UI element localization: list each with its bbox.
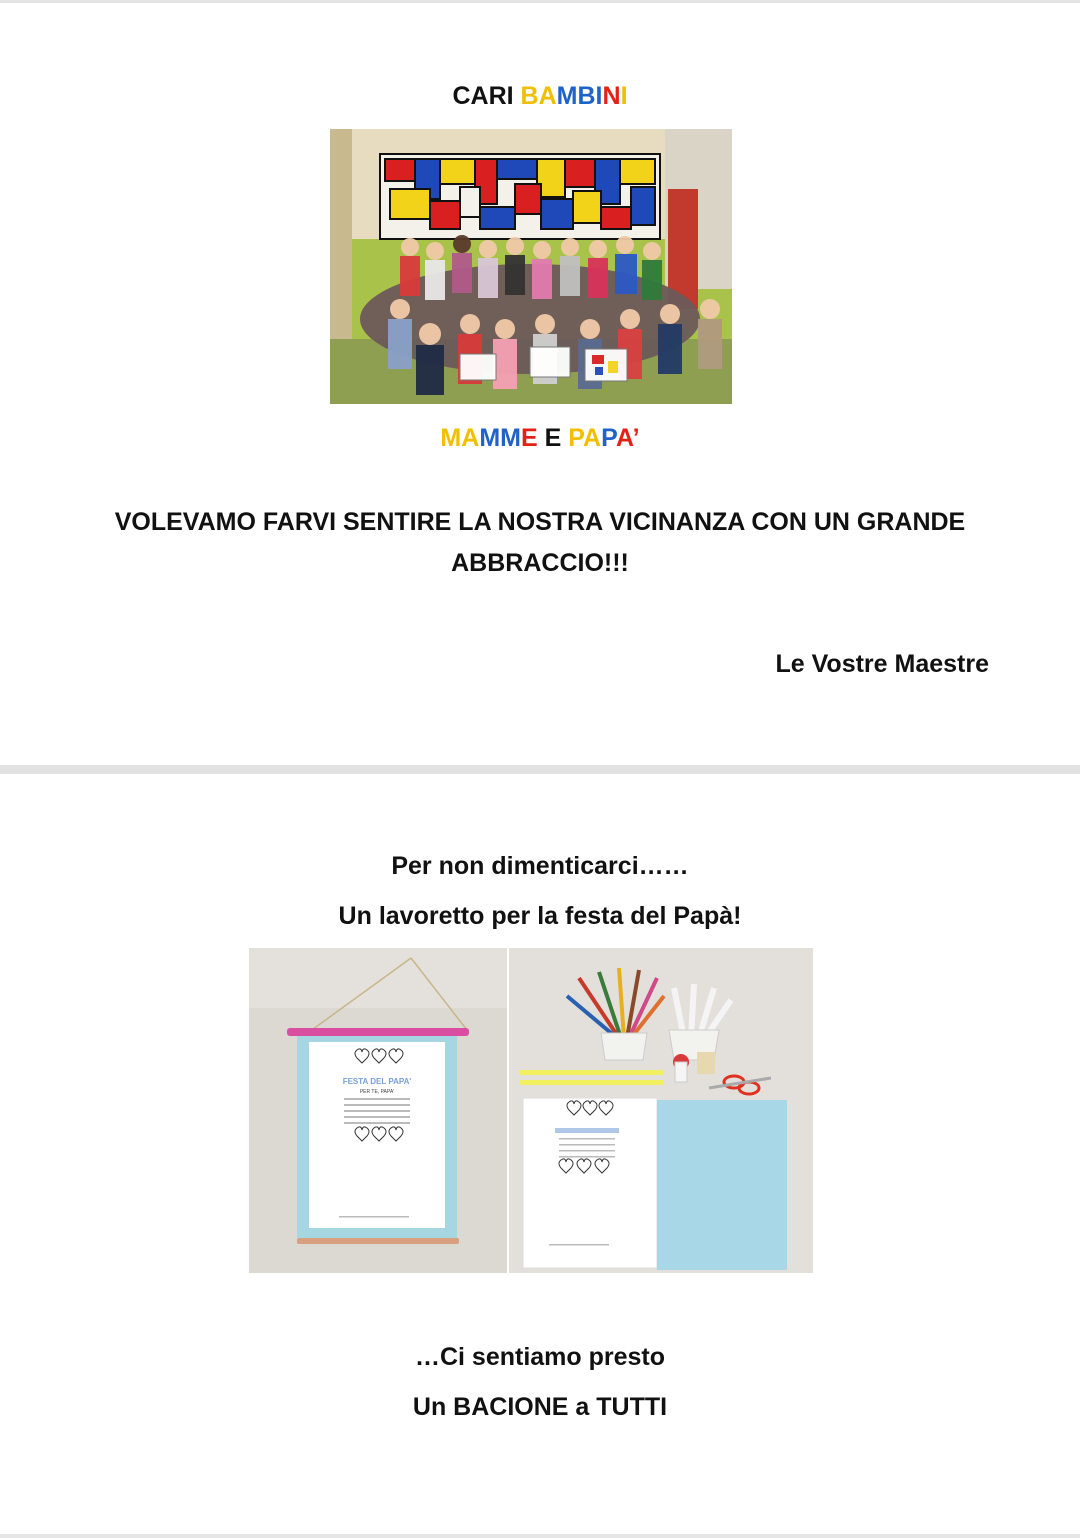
papa-part-yellow: PA: [568, 424, 602, 452]
craft-sheet-subtitle: PER TE, PAPA': [359, 1089, 395, 1095]
bambini-letter: N: [602, 82, 621, 110]
bambini-letter: B: [520, 82, 539, 110]
mamme-part-blue: MM: [479, 424, 521, 452]
greeting-bambini: [521, 82, 628, 110]
bambini-letter: B: [577, 82, 596, 110]
page-divider: [0, 765, 1080, 774]
mamme-part-red: E: [520, 424, 538, 452]
bambini-letter: I: [620, 82, 628, 110]
class-photo: [330, 129, 732, 404]
mamme-part-yellow: MA: [440, 424, 480, 452]
page-divider-top: [0, 0, 1080, 3]
greeting-title: [0, 82, 1080, 111]
closing-line-1: …Ci sentiamo presto: [414, 1343, 666, 1371]
craft-sheet-title: FESTA DEL PAPA': [342, 1077, 412, 1086]
bambini-letter: I: [595, 82, 603, 110]
papa-part-blue: P: [601, 424, 616, 452]
bambini-letter: M: [556, 82, 578, 110]
papa-part-red: A’: [615, 424, 640, 452]
bambini-letter: A: [538, 82, 557, 110]
subtitle-line-1: Per non dimenticarci……: [391, 852, 689, 880]
message-line-1: VOLEVAMO FARVI SENTIRE LA NOSTRA VICINANZA CON UN GRANDE: [114, 508, 966, 536]
craft-photo-materials: [509, 948, 813, 1273]
subtitle-line-2: Un lavoretto per la festa del Papà!: [338, 902, 742, 930]
page-divider-bottom: [0, 1534, 1080, 1538]
parents-title: [0, 424, 1080, 453]
closing-line-2: Un BACIONE a TUTTI: [412, 1393, 668, 1421]
mondrian-mural: [380, 154, 660, 239]
craft-photo-finished: [249, 948, 507, 1273]
greeting-cari: CARI: [452, 82, 521, 110]
message-line-2: ABBRACCIO!!!: [451, 549, 629, 577]
signature: Le Vostre Maestre: [775, 650, 989, 678]
conjunction-e: E: [537, 424, 569, 452]
